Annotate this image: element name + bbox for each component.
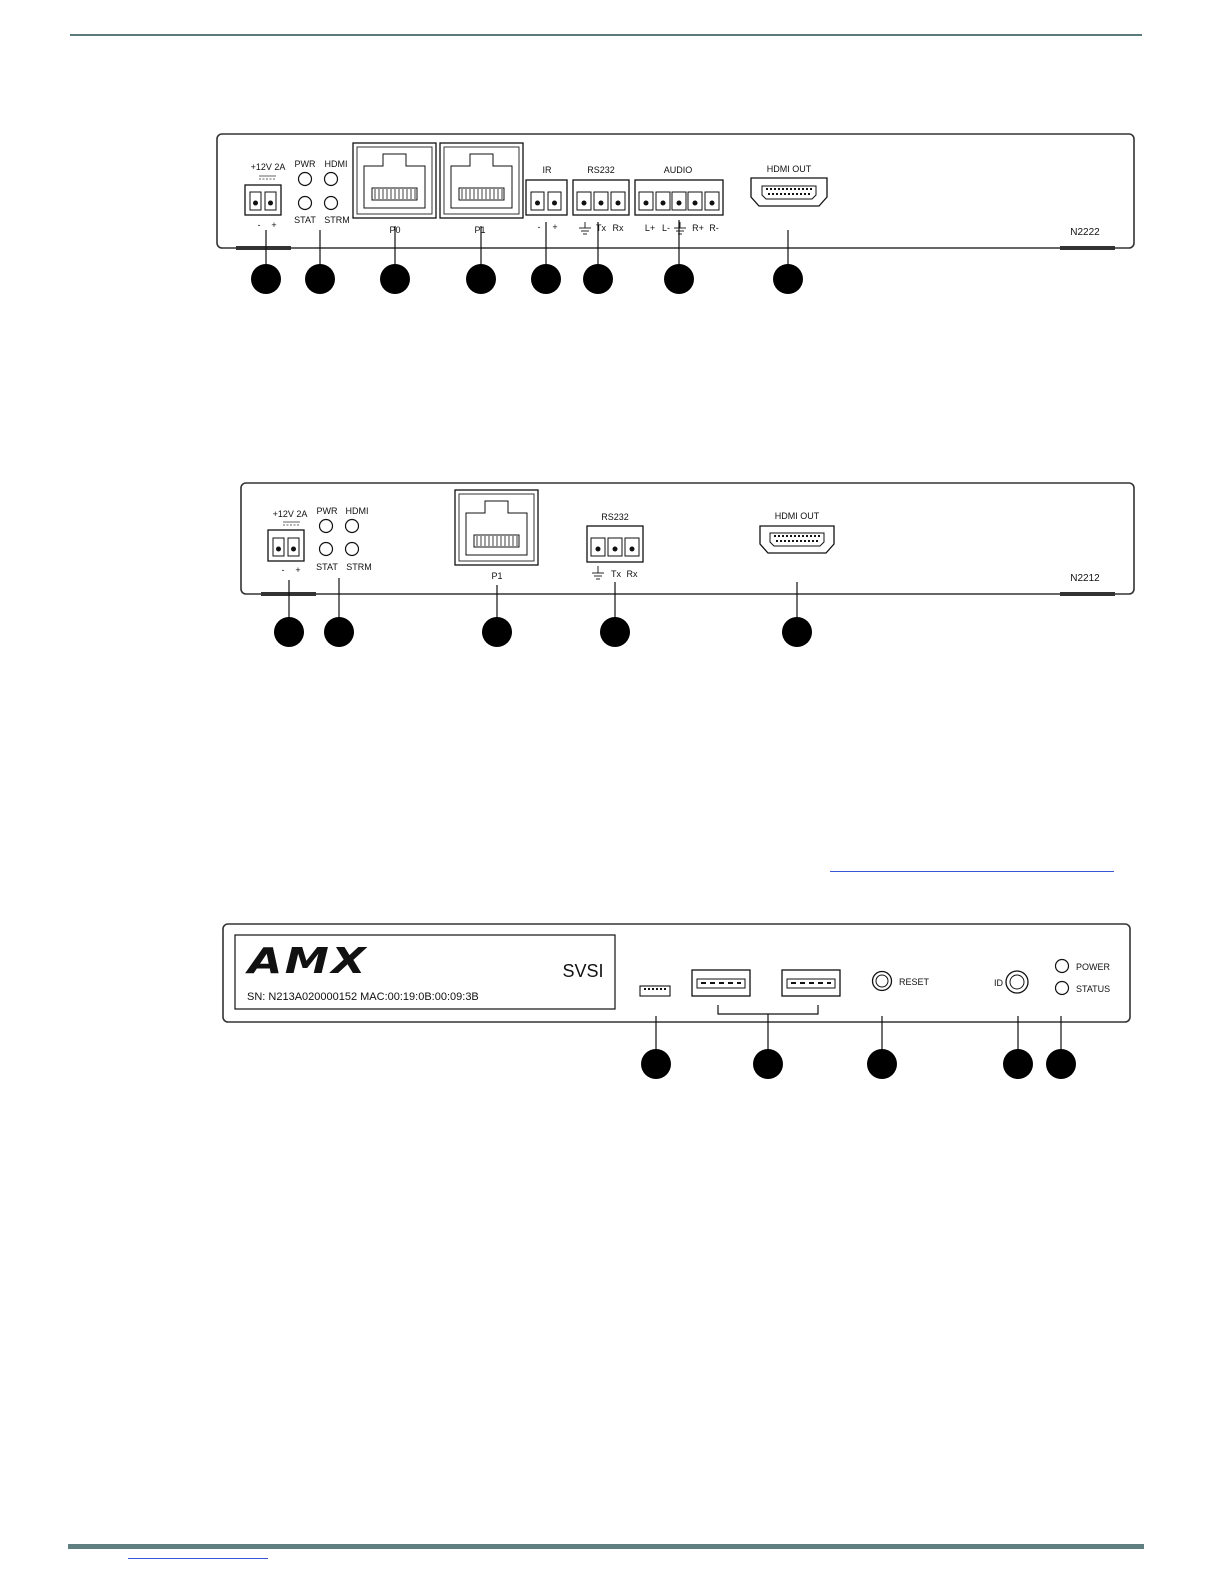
ir-terminal-block (526, 180, 567, 215)
hdmi-out-label: HDMI OUT (774, 511, 820, 521)
brand-logo-text: AMX (244, 941, 369, 982)
amx-logo (244, 941, 368, 982)
power-led (1056, 960, 1069, 973)
serial-mac-label: SN: N213A020000152 MAC:00:19:0B:00:09:3B (247, 991, 479, 1003)
ir-pin-minus: - (537, 222, 541, 232)
callout-4 (600, 617, 630, 647)
audio-pin-l-minus: L- (661, 223, 671, 233)
callout-4 (466, 264, 496, 294)
callout-2 (324, 617, 354, 647)
reset-button (873, 972, 892, 991)
sub-brand-label: SVSI (562, 961, 604, 981)
led-label-stat: STAT (316, 562, 338, 572)
status-led-label: STATUS (1076, 984, 1111, 994)
rs232-terminal-block (573, 180, 629, 215)
port-label-p1: P1 (474, 225, 486, 235)
callout-3 (482, 617, 512, 647)
ethernet-port-p1 (440, 143, 523, 218)
pwr-led (299, 173, 312, 186)
led-label-pwr: PWR (294, 159, 316, 169)
stat-led (299, 197, 312, 210)
chassis-foot (1060, 246, 1115, 250)
led-label-hdmi: HDMI (324, 159, 348, 169)
hdmi-led (325, 173, 338, 186)
led-label-stat: STAT (294, 215, 316, 225)
chassis-outline (241, 483, 1134, 594)
pwr-led (320, 520, 333, 533)
led-label-hdmi: HDMI (345, 506, 369, 516)
strm-led (325, 197, 338, 210)
id-label: ID (994, 978, 1003, 988)
callout-3 (380, 264, 410, 294)
chassis-foot (236, 246, 291, 250)
callout-4 (1003, 1049, 1033, 1079)
audio-label: AUDIO (663, 165, 693, 175)
led-label-strm: STRM (346, 562, 372, 572)
led-label-strm: STRM (324, 215, 350, 225)
usb-port-1 (692, 970, 750, 996)
front-panel (0, 915, 1225, 1085)
audio-pin-r-minus: R- (709, 223, 719, 233)
power-pin-minus: - (281, 565, 285, 575)
power-terminal-block (245, 185, 281, 215)
callout-3 (867, 1049, 897, 1079)
rs232-pin-rx: Rx (612, 223, 624, 233)
power-pin-plus: + (295, 565, 301, 575)
ethernet-port-p1 (455, 490, 538, 565)
audio-pin-r-plus: R+ (692, 223, 704, 233)
usb-port-2 (782, 970, 840, 996)
power-terminal-block (268, 530, 304, 561)
callout-5 (1046, 1049, 1076, 1079)
power-label: +12V 2A (272, 509, 308, 519)
hdmi-led (346, 520, 359, 533)
power-pin-minus: - (257, 220, 261, 230)
rs232-pin-tx: Tx (611, 569, 621, 579)
status-led (1056, 982, 1069, 995)
ir-pin-plus: + (552, 222, 558, 232)
hyperlink-underline[interactable] (830, 866, 1114, 872)
footer-rule (68, 1544, 1144, 1549)
port-label-p1: P1 (491, 571, 503, 581)
audio-pin-l-plus: L+ (644, 223, 656, 233)
footer-link-underline[interactable] (128, 1553, 268, 1559)
callout-7 (664, 264, 694, 294)
callout-2 (305, 264, 335, 294)
callout-1 (251, 264, 281, 294)
rs232-label: RS232 (601, 512, 629, 522)
hdmi-out-label: HDMI OUT (766, 164, 812, 174)
ethernet-port-p0 (353, 143, 436, 218)
callout-markers (641, 1014, 1076, 1079)
reset-label: RESET (899, 977, 930, 987)
chassis-foot (1060, 592, 1115, 596)
rear-panel-n2222 (0, 120, 1225, 300)
rs232-pin-tx: Tx (596, 223, 606, 233)
power-pin-plus: + (271, 220, 277, 230)
callout-5 (531, 264, 561, 294)
callout-5 (782, 617, 812, 647)
rs232-label: RS232 (587, 165, 615, 175)
header-rule (70, 34, 1142, 36)
callout-2 (753, 1049, 783, 1079)
callout-1 (274, 617, 304, 647)
led-label-pwr: PWR (316, 506, 338, 516)
strm-led (346, 543, 359, 556)
callout-1 (641, 1049, 671, 1079)
audio-terminal-block (635, 180, 723, 215)
rs232-pin-rx: Rx (626, 569, 638, 579)
ir-label: IR (542, 165, 552, 175)
hdmi-out-port (760, 526, 834, 553)
rs232-terminal-block (587, 526, 643, 562)
callout-6 (583, 264, 613, 294)
power-led-label: POWER (1076, 962, 1111, 972)
hdmi-out-port (751, 178, 827, 206)
mini-usb-port (640, 986, 670, 996)
model-label: N2212 (1070, 573, 1100, 584)
model-label: N2222 (1070, 227, 1100, 238)
stat-led (320, 543, 333, 556)
callout-8 (773, 264, 803, 294)
rear-panel-n2212 (0, 470, 1225, 660)
id-button (1006, 971, 1028, 993)
port-label-p0: P0 (389, 225, 401, 235)
power-label: +12V 2A (250, 162, 286, 172)
